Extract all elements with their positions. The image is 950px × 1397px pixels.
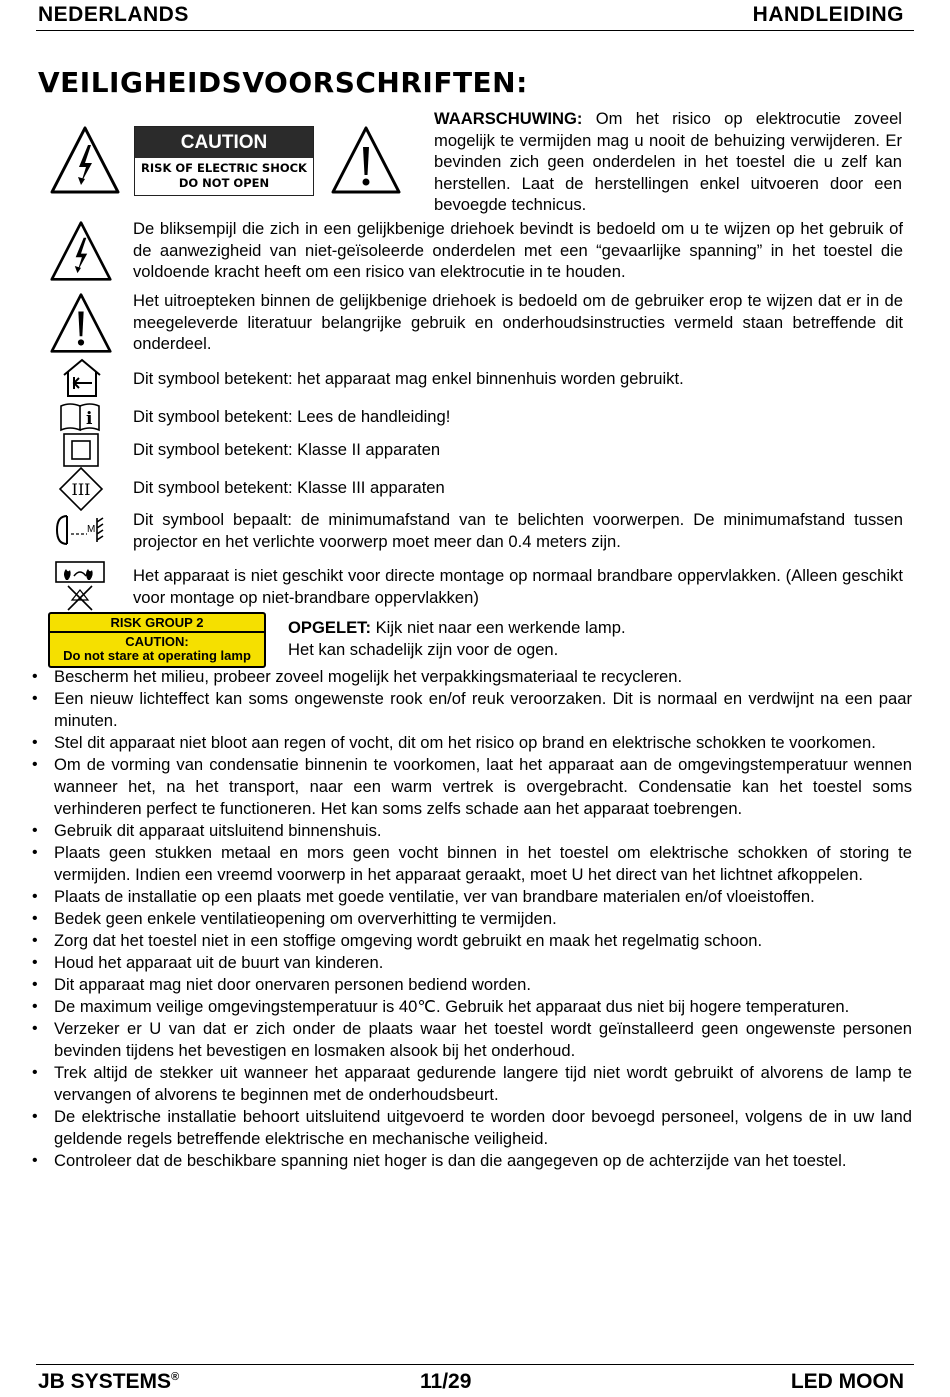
page-title: VEILIGHEIDSVOORSCHRIFTEN: (38, 66, 528, 99)
class-ii-icon (62, 432, 100, 468)
list-item: • De maximum veilige omgevingstemperatuur is 40℃. Gebruik het apparaat dus niet bij hogere temperaturen. (28, 996, 912, 1018)
list-item: • Verzeker er U van dat er zich onder de plaats waar het toestel wordt geïnstalleerd geen ongewenste personen bevinden tijdens het bevestigen en losmaken alsook bij het onderhoud. (28, 1018, 912, 1062)
svg-text:i: i (86, 409, 93, 429)
risk-group-caution: CAUTION: (125, 634, 189, 649)
opgelet-label: OPGELET: (288, 618, 371, 637)
footer-rule (36, 1364, 914, 1365)
list-item: • Gebruik dit apparaat uitsluitend binnenshuis. (28, 820, 912, 842)
safety-bullet-list (28, 666, 912, 1172)
footer-brand (38, 1370, 179, 1394)
footer-product: LED MOON (790, 1370, 904, 1393)
class-iii-icon (58, 466, 104, 512)
list-item: • Een nieuw lichteffect kan soms ongewenste rook en/of reuk veroorzaken. Dit is normaal en verdwijnt na een paar minuten. (28, 688, 912, 732)
warning-text: Om het risico op elektrocutie zoveel mogelijk te vermijden mag u nooit de behuizing verwijderen. Er bevinden zich geen onderdelen in het toestel die u zelf kan herstellen. Laat de herstellingen enkel uitvoeren door een bevoegde technicus. (434, 109, 902, 214)
list-item: • Stel dit apparaat niet bloot aan regen of vocht, dit om het risico op brand en elektrische schokken te voorkomen. (28, 732, 912, 754)
lightning-triangle-icon (49, 220, 113, 282)
header-language: NEDERLANDS (38, 3, 189, 26)
registered-mark: ® (171, 1371, 180, 1383)
opgelet-text-2: Het kan schadelijk zijn voor de ogen. (288, 639, 559, 659)
list-item: • Houd het apparaat uit de buurt van kinderen. (28, 952, 912, 974)
symbol-text-class-ii: Dit symbool betekent: Klasse II apparaten (133, 440, 441, 459)
lightning-triangle-icon (49, 125, 121, 195)
exclamation-triangle-icon (330, 125, 402, 195)
header-doc-type: HANDLEIDING (752, 3, 904, 26)
risk-group-title: RISK GROUP 2 (50, 614, 264, 633)
list-item: • Om de vorming van condensatie binnenin te voorkomen, laat het apparaat aan de omgevingstemperatuur wennen wanneer het, na het transport, naar een warm vertrek is overgebracht. Condensatie kan het toestel soms verhinderen perfect te functioneren. Het kan soms zelfs schade aan het apparaat toebrengen. (28, 754, 912, 820)
symbol-text-lightning: De bliksempijl die zich in een gelijkbenige driehoek bevindt is bedoeld om u te wijzen op het gebruik of de aanwezigheid van niet-geïsoleerde onderdelen met een “gevaarlijke spanning” in het toestel die voldoende kracht heeft om een risico van elektrocutie in te houden. (133, 219, 903, 281)
footer-brand-name: JB SYSTEMS (38, 1370, 172, 1393)
warning-paragraph (434, 108, 902, 216)
caution-label-title: CAUTION (135, 127, 313, 158)
symbol-text-manual: Dit symbool betekent: Lees de handleiding! (133, 407, 451, 426)
opgelet-paragraph (288, 617, 888, 660)
caution-label-line1: RISK OF ELECTRIC SHOCK (141, 161, 307, 175)
warning-label: WAARSCHUWING: (434, 109, 583, 128)
list-item: • Controleer dat de beschikbare spanning niet hoger is dan die aangegeven op de achterzijde van het toestel. (28, 1150, 912, 1172)
header-rule (36, 30, 914, 31)
not-flammable-surface-icon (54, 560, 106, 612)
risk-group-label (48, 612, 266, 668)
caution-label-line2: DO NOT OPEN (178, 176, 270, 190)
list-item: • Trek altijd de stekker uit wanneer het apparaat gedurende langere tijd niet wordt gebruikt of alvorens de lamp te vervangen of alvorens te beginnen met de onderhoudsbeurt. (28, 1062, 912, 1106)
opgelet-text: Kijk niet naar een werkende lamp. (370, 618, 626, 637)
symbol-text-flammable: Het apparaat is niet geschikt voor directe montage op normaal brandbare oppervlakken. (Alleen geschikt voor montage op niet-brandbare oppervlakken) (133, 566, 903, 607)
risk-group-warning: Do not stare at operating lamp (63, 648, 251, 663)
indoor-use-icon (60, 357, 104, 399)
list-item: • Zorg dat het toestel niet in een stoffige omgeving wordt gebruikt en maak het regelmatig schoon. (28, 930, 912, 952)
list-item: • Plaats geen stukken metaal en mors geen vocht binnen in het toestel om elektrische schokken of storing te vermijden. Indien een vreemd voorwerp in het apparaat geraakt, moet U het direct van het lichtnet afkoppelen. (28, 842, 912, 886)
list-item: • Plaats de installatie op een plaats met goede ventilatie, ver van brandbare materialen en/of vloeistoffen. (28, 886, 912, 908)
symbol-text-exclamation: Het uitroepteken binnen de gelijkbenige driehoek is bedoeld om de gebruiker erop te wijzen dat er in de meegeleverde literatuur belangrijke gebruik en onderhoudsinstructies vermeld staan betreffende dit onderdeel. (133, 291, 903, 353)
list-item: • Bedek geen enkele ventilatieopening om oververhitting te vermijden. (28, 908, 912, 930)
symbol-text-distance: Dit symbool bepaalt: de minimumafstand van te belichten voorwerpen. De minimumafstand tussen projector en het verlichte voorwerp moet meer dan 0.4 meters zijn. (133, 510, 903, 551)
symbol-text-indoor: Dit symbool betekent: het apparaat mag enkel binnenhuis worden gebruikt. (133, 369, 684, 388)
minimum-distance-icon (55, 512, 107, 548)
list-item: • Dit apparaat mag niet door onervaren personen bediend worden. (28, 974, 912, 996)
read-manual-icon (58, 400, 102, 432)
list-item: • De elektrische installatie behoort uitsluitend uitgevoerd te worden door bevoegd personeel, volgens de in uw land geldende regels betreffende elektrische en mechanische veiligheid. (28, 1106, 912, 1150)
exclamation-triangle-icon (49, 292, 113, 354)
minimum-distance-text: M (87, 524, 96, 535)
list-item: • Bescherm het milieu, probeer zoveel mogelijk het verpakkingsmateriaal te recycleren. (28, 666, 912, 688)
page-number: 11/29 (420, 1370, 472, 1393)
symbol-text-class-iii: Dit symbool betekent: Klasse III apparaten (133, 478, 445, 497)
class-iii-text: III (71, 480, 91, 499)
caution-label (134, 126, 314, 196)
